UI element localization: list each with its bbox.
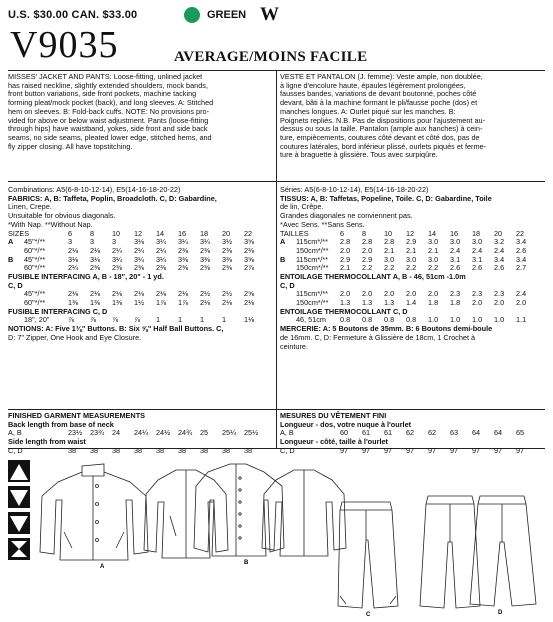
metrage-cd-cell: 1.3 — [384, 298, 395, 308]
sizes-cell: 8 — [90, 228, 95, 238]
mercerie-text: de 16mm. C, D: Fermeture à Glissière de 18cm, 1 Crochet à — [280, 332, 476, 342]
yardage-cd-cell: 1⅜ — [68, 298, 79, 308]
jacket-b-back-drawing — [262, 470, 346, 556]
yardage-cell: 3 — [112, 237, 117, 247]
yardage-cell: 3 — [90, 237, 95, 247]
yardage-cell: 3⅜ — [178, 254, 189, 264]
fusible-cd-cell: ⅞ — [134, 315, 141, 325]
yardage-cell: 3⅜ — [222, 254, 233, 264]
entoilage-cd-cell: 0.8 — [362, 315, 373, 325]
yardage-cell: 3⅝ — [244, 237, 255, 247]
metrage-cell: 2.1 — [340, 263, 351, 273]
yardage-cell: 2⅜ — [90, 263, 101, 273]
yardage-cell: 2⅜ — [178, 263, 189, 273]
metrage-cell: 3.0 — [406, 254, 417, 264]
yardage-cd-cell: 2⅛ — [222, 298, 233, 308]
yardage-cd-cell: 2⅛ — [178, 289, 189, 299]
table-row — [280, 264, 545, 273]
longueur-dos-cell: 62 — [406, 428, 415, 438]
metrage-row-sub: 115cm*/** — [296, 254, 328, 264]
tailles-cell: 20 — [494, 228, 503, 238]
tailles-cell: 8 — [362, 228, 367, 238]
yardage-cell: 2⅜ — [200, 263, 211, 273]
yardage-cd-cell: 2⅛ — [134, 289, 145, 299]
back-length-cell: 25½ — [244, 428, 259, 438]
metrage-cell: 3.0 — [428, 237, 439, 247]
yardage-cd-cell: 1½ — [134, 298, 145, 308]
mercerie-text: ceinture. — [280, 341, 308, 351]
metrage-row-sub: 150cm*/** — [296, 245, 329, 255]
french-desc-line: manches longues. A: Ourlet piqué sur les manches. B: — [280, 106, 456, 116]
longueur-dos-cell: 61 — [362, 428, 371, 438]
side-length-cell: 38 — [178, 445, 187, 455]
pattern-code: V9035 — [10, 24, 119, 66]
french-desc-line: à ligne d'encolure haute, épaules légèrement prolongées, — [280, 80, 466, 90]
side-length-cell: 38 — [200, 445, 209, 455]
pants-d-drawing — [470, 496, 536, 606]
color-label: GREEN — [207, 9, 247, 21]
yardage-cd-row-sub: 45"*/** — [24, 289, 46, 299]
metrage-cd-cell: 1.8 — [450, 298, 461, 308]
metrage-cell: 2.0 — [340, 245, 351, 255]
longueur-cote-cell: 97 — [406, 445, 415, 455]
yardage-cell: 2⅜ — [222, 263, 233, 273]
english-desc-line: hem on sleeves. B: Fold-back cuffs. NOTE: No provisions pro- — [8, 106, 210, 116]
sizes-cell: 10 — [112, 228, 121, 238]
tissus-text: Grandes diagonales ne conviennent pas. — [280, 211, 413, 221]
yardage-cell: 2⅜ — [112, 263, 123, 273]
longueur-cote-cell: 97 — [384, 445, 393, 455]
fusible-cd-row-sub: 18", 20" — [24, 315, 50, 325]
back-length-cell: 25 — [200, 428, 209, 438]
yardage-cell: 3¼ — [156, 237, 167, 247]
sizes-row-label: SIZES — [8, 228, 30, 238]
tailles-cell: 22 — [516, 228, 525, 238]
mesures-title: MESURES DU VÊTEMENT FINI — [280, 411, 387, 420]
english-measurements — [8, 412, 273, 455]
back-length-row-label: A, B — [8, 428, 22, 438]
table-row — [8, 429, 273, 438]
fabrics-text: FABRICS: A, B: Taffeta, Poplin, Broadcloth. C, D: Gabardine, — [8, 193, 217, 203]
metrage-cd-row-sub: 150cm*/** — [296, 298, 329, 308]
table-row — [280, 429, 545, 438]
tailles-cell: 6 — [340, 228, 345, 238]
metrage-cell: 2.9 — [406, 237, 417, 247]
yardage-row-label: A — [8, 237, 14, 247]
back-length-cell: 24 — [112, 428, 121, 438]
back-length-cell: 23¾ — [90, 428, 105, 438]
fabrics-text: Linen, Crepe. — [8, 202, 52, 212]
yardage-cell: 2⅛ — [68, 245, 79, 255]
french-desc-line: ture à braguette à glissière. Tous avec surpiqûre. — [280, 150, 438, 160]
fusible-cd-cell: ⅞ — [90, 315, 97, 325]
fusible-cd-cell: 1 — [222, 315, 227, 325]
cd-label: C, D — [8, 280, 23, 290]
english-desc-line: seams, no side seams, pleated lower edge, stitched hems, and — [8, 132, 212, 142]
notions-text: D: 7" Zipper, One Hook and Eye Closure. — [8, 332, 142, 342]
yardage-cell: 2⅜ — [156, 263, 167, 273]
entoilage-cd-cell: 1.0 — [428, 315, 439, 325]
yardage-cd-cell: 2⅛ — [68, 289, 79, 299]
metrage-cd-cell: 2.0 — [494, 298, 505, 308]
metrage-cd-cell: 2.3 — [450, 289, 461, 299]
mercerie-text: MERCERIE: A: 5 Boutons de 35mm. B: 6 Boutons demi-boule — [280, 324, 493, 334]
longueur-dos-row-label: A, B — [280, 428, 294, 438]
metrage-cell: 2.1 — [428, 245, 439, 255]
metrage-cell: 3.4 — [516, 237, 527, 247]
entoilage-ab-text: ENTOILAGE THERMOCOLLANT A, B - 46, 51cm -1.0m — [280, 271, 466, 281]
fusible-cd-cell: ⅞ — [68, 315, 75, 325]
cd-label-fr: C, D — [280, 280, 295, 290]
tailles-cell: 18 — [472, 228, 481, 238]
longueur-dos-cell: 64 — [494, 428, 503, 438]
metrage-cd-cell: 2.3 — [472, 289, 483, 299]
metrage-cd-cell: 1.4 — [406, 298, 417, 308]
metrage-cell: 2.1 — [384, 245, 395, 255]
english-desc-line: through hips) have waistband, yokes, side front and side back — [8, 124, 208, 134]
metrage-cell: 3.1 — [450, 254, 461, 264]
yardage-cell: 3¼ — [156, 254, 167, 264]
tissus-text: *Avec Sens. **Sans Sens. — [280, 219, 365, 229]
french-desc-line: devant, bâti à la machine formant le pli/fausse poche (dos) et — [280, 98, 478, 108]
tailles-row-label: TAILLES — [280, 228, 309, 238]
metrage-cell: 2.2 — [406, 263, 417, 273]
metrage-cell: 2.4 — [472, 245, 483, 255]
metrage-cell: 3.0 — [428, 254, 439, 264]
french-desc-line: ture, empiècements, coutures côté devant et côté dos, pas de — [280, 132, 480, 142]
sizes-cell: 20 — [222, 228, 231, 238]
french-measurements — [280, 412, 545, 455]
metrage-cell: 3.4 — [494, 254, 505, 264]
yardage-cell: 2⅛ — [90, 245, 101, 255]
table-row — [280, 447, 545, 456]
english-desc-line: forming pleat/mock pocket (back), and long sleeves. A: Stitched — [8, 98, 214, 108]
header — [8, 4, 545, 71]
yardage-cell: 3⅝ — [244, 254, 255, 264]
yardage-row-sub: 45"*/** — [24, 237, 46, 247]
series-text: Séries: A5(6-8-10-12-14), E5(14-16-18-20-22) — [280, 185, 429, 194]
yardage-cell: 3½ — [222, 237, 233, 247]
yardage-cell: 3¼ — [112, 254, 123, 264]
metrage-cell: 2.6 — [494, 263, 505, 273]
longueur-cote-cell: 97 — [362, 445, 371, 455]
price-text: U.S. $30.00 CAN. $33.00 — [8, 9, 138, 21]
metrage-cd-cell: 2.0 — [472, 298, 483, 308]
desc-divider — [8, 181, 545, 182]
garment-illustrations — [0, 456, 553, 617]
green-color-dot — [184, 7, 200, 23]
longueur-dos-cell: 63 — [450, 428, 459, 438]
longueur-cote-cell: 97 — [516, 445, 525, 455]
yardage-cd-cell: 2⅝ — [244, 289, 255, 299]
longueur-dos-cell: 61 — [384, 428, 393, 438]
english-desc-line: MISSES' JACKET AND PANTS: Loose-fitting, unlined jacket — [8, 72, 203, 81]
label-c: C — [366, 612, 371, 617]
metrage-cell: 2.8 — [384, 237, 395, 247]
yardage-cd-cell: 2⅛ — [156, 289, 167, 299]
side-length-cell: 38 — [244, 445, 253, 455]
metrage-cd-cell: 2.0 — [406, 289, 417, 299]
yardage-cell: 3¼ — [134, 254, 145, 264]
entoilage-cd-cell: 1.0 — [450, 315, 461, 325]
column-divider — [276, 70, 277, 448]
metrage-row-sub: 150cm*/** — [296, 263, 329, 273]
yardage-cd-cell: 2⅛ — [244, 298, 255, 308]
english-desc-line: vided for above or below waist adjustment. Pants (loose-fitting — [8, 115, 209, 125]
metrage-cell: 2.4 — [450, 245, 461, 255]
fusible-cd-text: FUSIBLE INTERFACING C, D — [8, 306, 108, 316]
yardage-row-label: B — [8, 254, 14, 264]
metrage-cell: 2.6 — [472, 263, 483, 273]
yardage-row-sub: 60"*/** — [24, 263, 46, 273]
entoilage-cd-cell: 0.8 — [340, 315, 351, 325]
pants-c-drawing — [338, 502, 398, 608]
yardage-cd-cell: 2½ — [222, 289, 233, 299]
yardage-cell: 3⅛ — [134, 237, 145, 247]
metrage-cell: 2.6 — [450, 263, 461, 273]
english-yardage — [8, 186, 273, 343]
yardage-cell: 3⅛ — [68, 254, 79, 264]
metrage-cd-row-sub: 115cm*/** — [296, 289, 328, 299]
entoilage-cd-row-sub: 46, 51cm — [296, 315, 327, 325]
metrage-cell: 3.0 — [472, 237, 483, 247]
back-length-cell: 23½ — [68, 428, 83, 438]
back-length-cell: 24½ — [156, 428, 171, 438]
english-desc-line: has raised neckline, slightly extended shoulders, mock bands, — [8, 80, 208, 90]
back-length-label: Back length from base of neck — [8, 419, 114, 429]
fusible-cd-cell: 1 — [200, 315, 205, 325]
longueur-cote-label: Longueur - côté, taille à l'ourlet — [280, 437, 388, 447]
yardage-cell: 3⅜ — [200, 254, 211, 264]
metrage-cell: 2.8 — [340, 237, 351, 247]
yardage-cell: 2¼ — [68, 263, 79, 273]
entoilage-cd-text: ENTOILAGE THERMOCOLLANT C, D — [280, 306, 408, 316]
metrage-cd-cell: 2.3 — [494, 289, 505, 299]
metrage-cell: 3.0 — [450, 237, 461, 247]
longueur-dos-cell: 65 — [516, 428, 525, 438]
table-row — [280, 299, 545, 308]
side-length-cell: 38 — [90, 445, 99, 455]
metrage-cell: 3.2 — [494, 237, 505, 247]
metrage-cell: 2.0 — [362, 245, 373, 255]
side-length-cell: 38 — [134, 445, 143, 455]
french-desc-line: dessus ou sous la taille. Pantalon (ample aux hanches) à cein- — [280, 124, 483, 134]
entoilage-cd-cell: 1.1 — [516, 315, 527, 325]
metrage-cd-cell: 2.0 — [516, 298, 527, 308]
yardage-cell: 3⅛ — [90, 254, 101, 264]
french-description — [280, 73, 545, 160]
back-length-cell: 25¼ — [222, 428, 237, 438]
yardage-cell: 2¼ — [134, 245, 145, 255]
tissus-text: de lin, Crêpe. — [280, 202, 324, 212]
jacket-back-drawing — [144, 470, 228, 558]
yardage-cell: 2¼ — [156, 245, 167, 255]
tissus-text: TISSUS: A, B: Taffetas, Popeline, Toile. C, D: Gabardine, Toile — [280, 193, 492, 203]
label-b: B — [244, 560, 249, 566]
yardage-cd-cell: 2½ — [200, 289, 211, 299]
tailles-cell: 14 — [428, 228, 437, 238]
side-length-cell: 38 — [112, 445, 121, 455]
french-desc-line: VESTE ET PANTALON (J. femme): Veste ample, non doublée, — [280, 72, 483, 81]
entoilage-cd-cell: 0.8 — [406, 315, 417, 325]
sizes-cell: 12 — [134, 228, 143, 238]
sizes-cell: 18 — [200, 228, 209, 238]
metrage-cell: 2.6 — [516, 245, 527, 255]
longueur-dos-cell: 62 — [428, 428, 437, 438]
technical-drawings — [0, 456, 553, 617]
longueur-cote-cell: 97 — [472, 445, 481, 455]
yardage-cell: 3¼ — [178, 237, 189, 247]
english-desc-line: fly zipper closing. All have topstitching. — [8, 141, 133, 151]
entoilage-cd-cell: 0.8 — [384, 315, 395, 325]
metrage-cell: 2.2 — [384, 263, 395, 273]
yardage-cd-cell: 1⅞ — [156, 298, 167, 308]
longueur-cote-cell: 97 — [450, 445, 459, 455]
fabric-symbol-icons — [8, 460, 30, 560]
finished-title: FINISHED GARMENT MEASUREMENTS — [8, 411, 146, 420]
metrage-cell: 2.7 — [516, 263, 527, 273]
label-d: D — [498, 610, 503, 616]
french-desc-line: fausses bandes, variations de devant boutonné, poches côté — [280, 89, 477, 99]
metrage-cd-cell: 1.3 — [340, 298, 351, 308]
fusible-cd-cell: 1 — [156, 315, 161, 325]
metrage-cell: 2.4 — [494, 245, 505, 255]
entoilage-cd-cell: 1.0 — [472, 315, 483, 325]
fusible-cd-cell: 1⅛ — [244, 315, 255, 325]
french-desc-line: Poignets repliés. N.B. Pas de dispositions pour l'ajustement au- — [280, 115, 486, 125]
metrage-cell: 2.8 — [362, 237, 373, 247]
size-mark: W — [260, 4, 279, 25]
label-a: A — [100, 564, 105, 570]
english-desc-line: front button variations, side front pockets, machine tacking — [8, 89, 197, 99]
tailles-cell: 12 — [406, 228, 415, 238]
metrage-cell: 3.4 — [516, 254, 527, 264]
longueur-dos-cell: 60 — [340, 428, 349, 438]
yardage-cd-cell: 1⅜ — [112, 298, 123, 308]
yardage-row-sub: 45"*/** — [24, 254, 46, 264]
yardage-cd-cell: 1⅞ — [178, 298, 189, 308]
metrage-cell: 2.2 — [428, 263, 439, 273]
table-row — [8, 299, 273, 308]
metrage-cd-cell: 1.8 — [428, 298, 439, 308]
yardage-cd-cell: 1⅜ — [90, 298, 101, 308]
metrage-cd-cell: 2.0 — [340, 289, 351, 299]
longueur-cote-cell: 97 — [428, 445, 437, 455]
fusible-ab-text: FUSIBLE INTERFACING A, B - 18", 20" - 1 yd. — [8, 271, 164, 281]
metrage-cd-cell: 1.3 — [362, 298, 373, 308]
yardage-cd-cell: 2⅛ — [112, 289, 123, 299]
metrage-cd-cell: 2.4 — [516, 289, 527, 299]
entoilage-cd-cell: 1.0 — [494, 315, 505, 325]
longueur-dos-cell: 64 — [472, 428, 481, 438]
side-length-cell: 38 — [156, 445, 165, 455]
metrage-cell: 3.1 — [472, 254, 483, 264]
metrage-row-sub: 115cm*/** — [296, 237, 328, 247]
metrage-cd-cell: 2.0 — [384, 289, 395, 299]
fusible-cd-cell: 1 — [178, 315, 183, 325]
sizes-cell: 22 — [244, 228, 253, 238]
side-length-label: Side length from waist — [8, 437, 86, 447]
fabrics-text: *With Nap. **Without Nap. — [8, 219, 93, 229]
metrage-cd-cell: 2.0 — [362, 289, 373, 299]
sizes-cell: 14 — [156, 228, 165, 238]
yardage-cd-cell: 2⅛ — [200, 298, 211, 308]
longueur-cote-row-label: C, D — [280, 445, 295, 455]
fabrics-text: Unsuitable for obvious diagonals. — [8, 211, 116, 221]
yardage-cell: 2⅞ — [244, 263, 255, 273]
fusible-cd-cell: ⅞ — [112, 315, 119, 325]
metrage-cell: 2.9 — [340, 254, 351, 264]
tailles-cell: 16 — [450, 228, 459, 238]
sizes-cell: 16 — [178, 228, 187, 238]
side-length-cell: 38 — [222, 445, 231, 455]
metrage-cd-cell: 2.0 — [428, 289, 439, 299]
jacket-a-front-drawing — [40, 464, 148, 560]
yardage-cd-cell: 2⅛ — [90, 289, 101, 299]
metrage-row-label: A — [280, 237, 286, 247]
metrage-cell: 2.9 — [362, 254, 373, 264]
longueur-dos-label: Longueur - dos, votre nuque à l'ourlet — [280, 419, 412, 429]
difficulty-level: AVERAGE/MOINS FACILE — [174, 49, 368, 65]
yardage-cell: 2⅜ — [200, 245, 211, 255]
table-row — [8, 447, 273, 456]
yardage-cell: 2⅜ — [178, 245, 189, 255]
yardage-cell: 3¼ — [200, 237, 211, 247]
yardage-cell: 3 — [68, 237, 73, 247]
table-row — [8, 316, 273, 325]
metrage-row-label: B — [280, 254, 286, 264]
back-length-cell: 24¾ — [178, 428, 193, 438]
notions-divider — [8, 409, 545, 410]
longueur-cote-cell: 97 — [340, 445, 349, 455]
combinations-text: Combinations: A5(6-8-10-12-14), E5(14-16-18-20-22) — [8, 185, 181, 194]
yardage-cd-row-sub: 60"*/** — [24, 298, 46, 308]
english-description — [8, 73, 273, 151]
metrage-cell: 2.1 — [406, 245, 417, 255]
table-row — [280, 316, 545, 325]
yardage-cell: 2⅜ — [244, 245, 255, 255]
sizes-cell: 6 — [68, 228, 73, 238]
side-length-row-label: C, D — [8, 445, 23, 455]
yardage-cell: 2⅜ — [222, 245, 233, 255]
metrage-cell: 2.2 — [362, 263, 373, 273]
french-desc-line: coutures latérales, bord inférieur plissé, ourlets piqués et ferme- — [280, 141, 487, 151]
yardage-row-sub: 60"*/** — [24, 245, 46, 255]
longueur-cote-cell: 97 — [494, 445, 503, 455]
notions-text: NOTIONS: A: Five 1⅜" Buttons. B: Six ⅝" Half Ball Buttons. C, — [8, 324, 224, 334]
yardage-cell: 2⅜ — [134, 263, 145, 273]
tailles-cell: 10 — [384, 228, 393, 238]
yardage-cell: 2¼ — [112, 245, 123, 255]
french-yardage — [280, 186, 545, 351]
table-row — [8, 264, 273, 273]
back-length-cell: 24¼ — [134, 428, 149, 438]
metrage-cell: 3.0 — [384, 254, 395, 264]
side-length-cell: 38 — [68, 445, 77, 455]
jacket-b-front-drawing — [194, 464, 284, 556]
